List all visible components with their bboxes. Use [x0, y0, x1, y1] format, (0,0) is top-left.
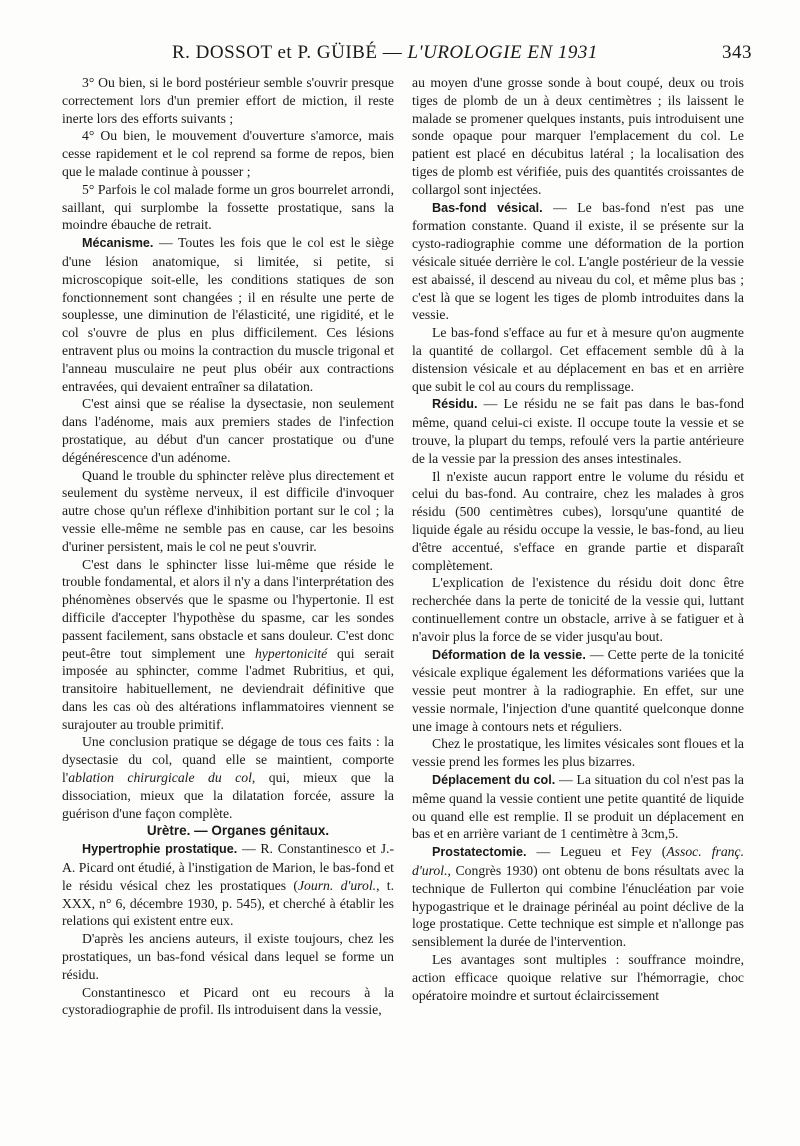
- paragraph-lead: Bas-fond vésical.: [432, 200, 543, 215]
- paragraph-text: Une conclusion pratique se dégage de tous ces faits : la dysectasie du col, quand elle se maintient, comporte l': [62, 734, 394, 786]
- header-separator: —: [377, 42, 408, 63]
- paragraph: C'est ainsi que se réalise la dysectasie, non seulement dans l'adénome, mais aux premiers stades de l'infection prostatique, au début d'un cancer prostatique ou d'une dégénérescence d'un adénome.: [62, 396, 394, 465]
- header-journal: L'UROLOGIE EN 1931: [407, 42, 598, 63]
- emphasis: ablation chirurgicale du col: [68, 770, 252, 786]
- paragraph-text: C'est dans le sphincter lisse lui-même que réside le trouble fondamental, et alors il n'y a dans l'interprétation des phénomènes observés que le spasme ou l'hypertonie. Il est difficile d'accepter l'hypothèse du spasme, car les sondes passent facilement, sans obstacle et sans douleur. C'est donc peut-être tout simplement une: [62, 556, 394, 661]
- paragraph-lead: Prostatectomie.: [432, 845, 527, 860]
- paragraph-text: — Cette perte de la tonicité vésicale explique également les déformations variées que la vessie peut montrer à la radiographie. En effet, sur une vessie normale, l'injection d'une quantité quelconque donne une image à contours nets et réguliers.: [412, 646, 744, 734]
- paragraph-text: , qui, mieux que la dissociation, mieux que la dilatation forcée, assure la guérison d'une façon complète.: [62, 770, 394, 821]
- paragraph: au moyen d'une grosse sonde à bout coupé, deux ou trois tiges de plomb de un à deux centimètres ; ils laissent le malade se promener quelques instants, puis introduisent une sonde opaque pour marquer l'emplacement du col. Le patient est placé en décubitus latéral ; la localisation des tiges de plomb est vérifiée, puis des quantités croissantes de collargol sont injectées.: [412, 75, 744, 197]
- right-column: [412, 74, 744, 1004]
- paragraph: [62, 733, 394, 822]
- section-heading: Urètre. — Organes génitaux.: [146, 823, 330, 839]
- header-title: [172, 42, 598, 64]
- paragraph: [412, 395, 744, 467]
- paragraph: Il n'existe aucun rapport entre le volume du résidu et celui du bas-fond. Au contraire, chez les malades à gros résidu (500 centimètres cubes), lorsqu'une quantité de liquide égale au résidu occupe la vessie, le bas-fond, au lieu d'être accentué, s'efface en grande partie et disparaît complètement.: [412, 468, 744, 573]
- paragraph: [62, 840, 394, 930]
- paragraph-text: , t. XXX, n° 6, décembre 1930, p. 545), et cherché à établir les relations qui existent entre eux.: [62, 877, 394, 929]
- paragraph: [62, 234, 394, 395]
- paragraph: Quand le trouble du sphincter relève plus directement et seulement du système nerveux, il est difficile d'invoquer autre chose qu'un réflexe d'inhibition portant sur le col ; la vessie elle-même ne semble pas en cause, car les besoins d'uriner persistent, mais le col ne peut s'ouvrir.: [62, 467, 394, 554]
- paragraph-text: — Legueu et Fey (: [526, 844, 667, 860]
- paragraph-lead: Mécanisme.: [82, 236, 154, 251]
- paragraph: Le bas-fond s'efface au fur et à mesure qu'on augmente la quantité de collargol. Cet effacement semble dû à la distension vésicale et au déplacement en bas et en arrière que subit le col au cours du remplissage.: [412, 325, 744, 394]
- emphasis: Journ. d'urol.: [297, 877, 377, 893]
- paragraph: D'après les anciens auteurs, il existe toujours, chez les prostatiques, un bas-fond vésical dans lequel se forme un résidu.: [62, 931, 394, 982]
- paragraph: [412, 843, 744, 951]
- paragraph-lead: Déplacement du col.: [432, 773, 556, 788]
- paragraph-lead: Hypertrophie prostatique.: [82, 842, 238, 857]
- paragraph: Les avantages sont multiples : souffrance moindre, action efficace quoique relative sur l'hémorragie, choc opératoire moindre et surtout éclaircissement: [412, 952, 744, 1003]
- left-column: [62, 74, 394, 1019]
- paragraph: [62, 556, 394, 734]
- paragraph-lead: Résidu.: [432, 397, 478, 412]
- paragraph: Chez le prostatique, les limites vésicales sont floues et la vessie prend les formes les plus bizarres.: [412, 736, 744, 770]
- paragraph-text: qui serait imposée au sphincter, comme l'admet Rubritius, et qui, transitoire habituellement, ne deviendrait définitive que dans les cas où des altérations inflammatoires viennent se surajouter au trouble primitif.: [62, 645, 394, 732]
- paragraph: [412, 771, 744, 843]
- paragraph-text: — R. Constantinesco et J.-A. Picard ont étudié, à l'instigation de Marion, le bas-fond et le résidu vésical chez les prostatiques (: [62, 841, 394, 893]
- paragraph: [412, 199, 744, 325]
- paragraph-text: — Toutes les fois que le col est le siège d'une lésion anatomique, si limitée, si petite, si microscopique soit-elle, les conditions statiques de son fonctionnement sont changées ; il en résulte une perte de souplesse, une diminution de l'élasticité, une rigidité, et le col s'ouvre de plus en plus difficilement. Ces lésions entravent plus ou moins la contraction du muscle trigonal et l'anneau musculaire ne peut plus obéir aux contractions entravées, qui devaient entraîner sa dilatation.: [62, 235, 394, 394]
- paragraph: 4° Ou bien, le mouvement d'ouverture s'amorce, mais cesse rapidement et le col reprend sa forme de repos, bien que le malade continue à pousser ;: [62, 128, 394, 179]
- page-number: 343: [722, 42, 752, 63]
- paragraph-text: — La situation du col n'est pas la même quand la vessie contient une petite quantité de liquide ou quand elle est remplie. Il se produit un déplacement en bas et en arrière variant de 1 centimètre à 3cm,5.: [412, 772, 744, 842]
- paragraph: [412, 646, 744, 736]
- paragraph-lead: Déformation de la vessie.: [432, 647, 586, 662]
- paragraph-text: — Le bas-fond n'est pas une formation constante. Quand il existe, il se présente sur la cysto-radiographie comme une déformation de la portion vésicale située derrière le col. L'angle postérieur de la vessie est abaissé, il descend au niveau du col, et même plus bas ; c'est là que se logent les tiges de plomb introduites dans la vessie.: [412, 199, 744, 323]
- paragraph: 3° Ou bien, si le bord postérieur semble s'ouvrir presque correctement lors d'un premier effort de miction, il reste inerte lors des efforts suivants ;: [62, 75, 394, 126]
- running-header: [62, 38, 752, 68]
- paragraph: L'explication de l'existence du résidu doit donc être recherchée dans la perte de tonicité de la vessie qui, luttant continuellement contre un obstacle, arrive à se fatiguer et à n'avoir plus la force de se vider jusqu'au bout.: [412, 575, 744, 644]
- emphasis: Assoc. franç. d'urol.: [412, 844, 745, 879]
- paragraph-text: , Congrès 1930) ont obtenu de bons résultats avec la technique de Fullerton qui combine l'énucléation par voie hypogastrique et le drainage périnéal au point déclive de la loge prostatique. Cette technique est simple et n'allonge pas sensiblement la durée de l'intervention.: [412, 863, 744, 950]
- paragraph-text: — Le résidu ne se fait pas dans le bas-fond même, quand celui-ci existe. Il occupe toute la vessie et se trouve, la plupart du temps, refoulé vers la partie antérieure de la vessie par la pression des anses intestinales.: [412, 396, 744, 466]
- emphasis: hypertonicité: [254, 645, 328, 661]
- paragraph: 5° Parfois le col malade forme un gros bourrelet arrondi, saillant, qui surplombe la fossette prostatique, sans la moindre ébauche de retrait.: [62, 181, 394, 233]
- paragraph: Constantinesco et Picard ont eu recours à la cystoradiographie de profil. Ils introduisent dans la vessie,: [62, 984, 394, 1018]
- header-authors: R. DOSSOT et P. GÜIBÉ: [172, 42, 378, 63]
